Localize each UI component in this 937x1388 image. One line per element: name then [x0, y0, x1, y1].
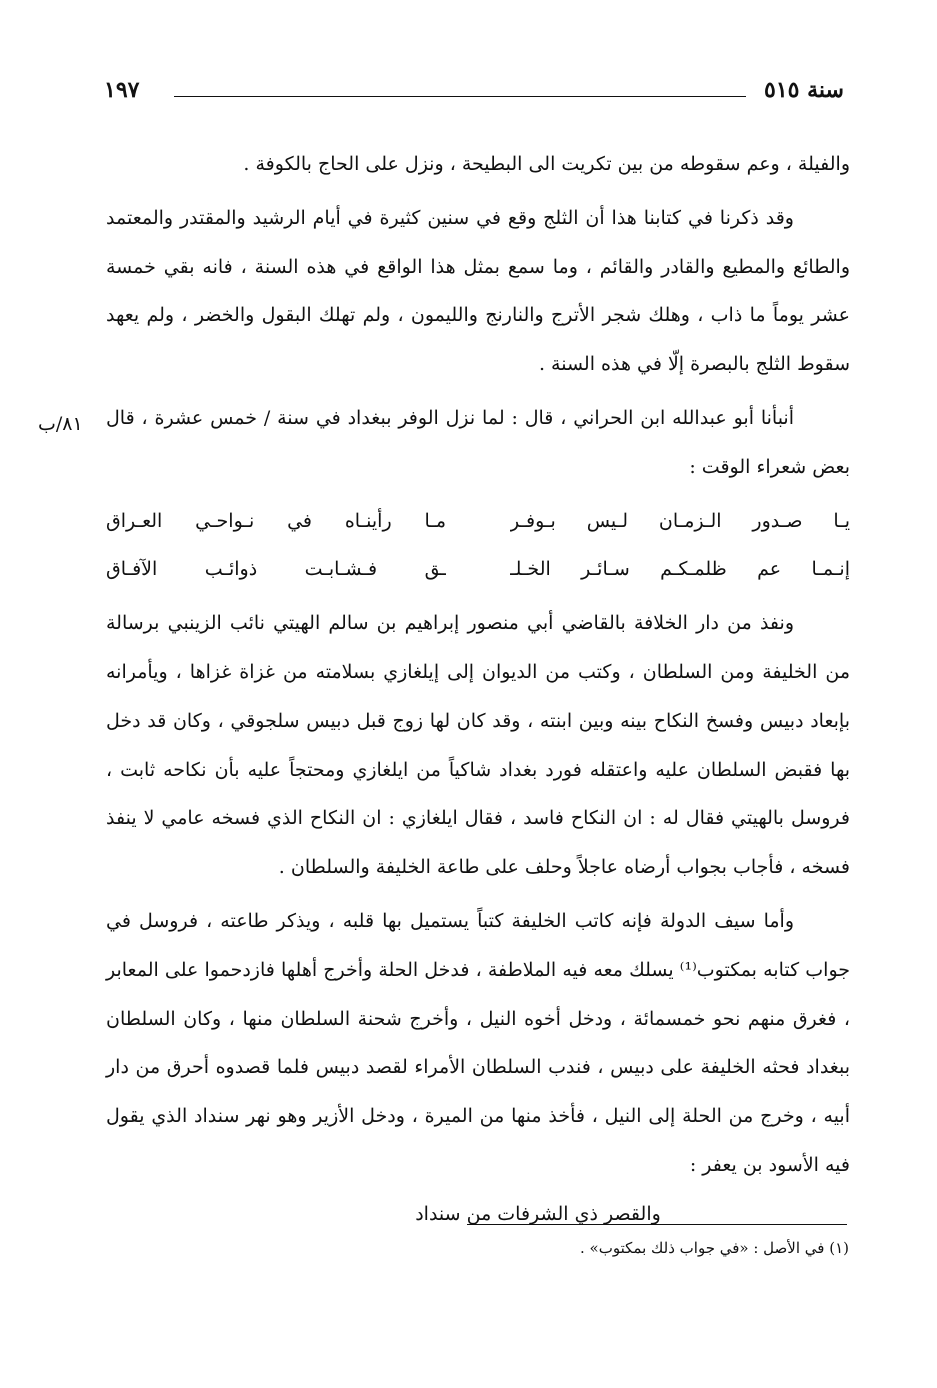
- poem: [106, 497, 850, 595]
- header-rule: [174, 96, 746, 97]
- verse-1-second-hemistich: مـا رأينـاه في نـواحـي العـراق: [106, 509, 446, 532]
- footnote: (١) في الأصل : «في جواب ذلك بمكتوب» .: [580, 1239, 849, 1257]
- paragraph-1: والفيلة ، وعم سقوطه من بين تكريت الى البطيحة ، ونزل على الحاج بالكوفة .: [243, 153, 850, 175]
- paragraph-5: وأما سيف الدولة فإنه كاتب الخليفة كتباً يستميل بها قلبه ، ويذكر طاعته ، فروسل في جواب كتابه بمكتوب⁽¹⁾ يسلك معه فيه الملاطفة ، فدخل الحلة وأخرج أهلها فازدحموا على المعابر ، فغرق منهم نحو خمسمائة ، ودخل أخوه النيل ، وأخرج شحنة السلطان منها ، وكان السلطان ببغداد فحثه الخليفة على دبيس ، فندب السلطان الأمراء لقصد دبيس فلما قصدوه أحرق من دار أبيه ، وخرج من الحلة إلى النيل ، فأخذ منها من الميرة ، ودخل الأزير وهو نهر سنداد الذي يقول فيه الأسود بن يعفر :: [106, 909, 851, 1176]
- poem-verse-1: [106, 497, 850, 546]
- running-header: [104, 76, 844, 106]
- paragraph-2: وقد ذكرنا في كتابنا هذا أن الثلج وقع في سنين كثيرة في أيام الرشيد والمقتدر والمعتمد والطائع والمطيع والقادر والقائم ، وما سمع بمثل هذا الواقع في هذه السنة ، فانه بقي خمسة عشر يوماً ما ذاب ، وهلك شجر الأترج والنارنج والليمون ، ولم تهلك البقول والخضر ، ولم يعهد سقوط الثلج بالبصرة إلّا في هذه السنة .: [106, 206, 850, 376]
- page-number: ١٩٧: [104, 77, 140, 103]
- margin-note: ٨١/ب: [38, 413, 83, 435]
- main-text: [106, 140, 850, 1239]
- verse-1-first-hemistich: يـا صـدور الـزمـان لـيس بـوفـر: [510, 509, 850, 532]
- verse-2-second-hemistich: ـق فـشـابـت ذوائـب الآفـاق: [106, 558, 446, 581]
- header-year: سنة ٥١٥: [764, 77, 844, 103]
- verse-2-first-hemistich: إنـمـا عم ظلمـكـم سـائـر الخـلـ: [510, 558, 850, 581]
- paragraph-3: أنبأنا أبو عبدالله ابن الحراني ، قال : لما نزل الوفر ببغداد في سنة / خمس عشرة ، قال بعض شعراء الوقت :: [106, 406, 850, 478]
- quoted-verse: والقصر ذي الشرفات من سنداد: [415, 1202, 661, 1225]
- footnote-rule: [467, 1224, 847, 1225]
- poem-verse-2: [106, 545, 850, 594]
- paragraph-4: ونفذ من دار الخلافة بالقاضي أبي منصور إبراهيم بن سالم الهيتي نائب الزينبي برسالة من الخليفة ومن السلطان ، وكتب من الديوان إلى إيلغازي بسلامته من غزاة غزاها ، ويأمرانه بإبعاد دبيس وفسخ النكاح بينه وبين ابنته ، وقد كان لها زوج قبل دبيس سلجوقي ، وكان قد دخل بها فقبض السلطان عليه واعتقله فورد بغداد شاكياً من ايلغازي ومحتجاً عليه بأن نكاحه ثابت ، فروسل بالهيتي فقال له : ان النكاح فاسد ، فقال ايلغازي : ان النكاح الذي فسخه عامي لا ينفذ فسخه ، فأجاب بجواب أرضاه عاجلاً وحلف على طاعة الخليفة والسلطان .: [106, 612, 850, 879]
